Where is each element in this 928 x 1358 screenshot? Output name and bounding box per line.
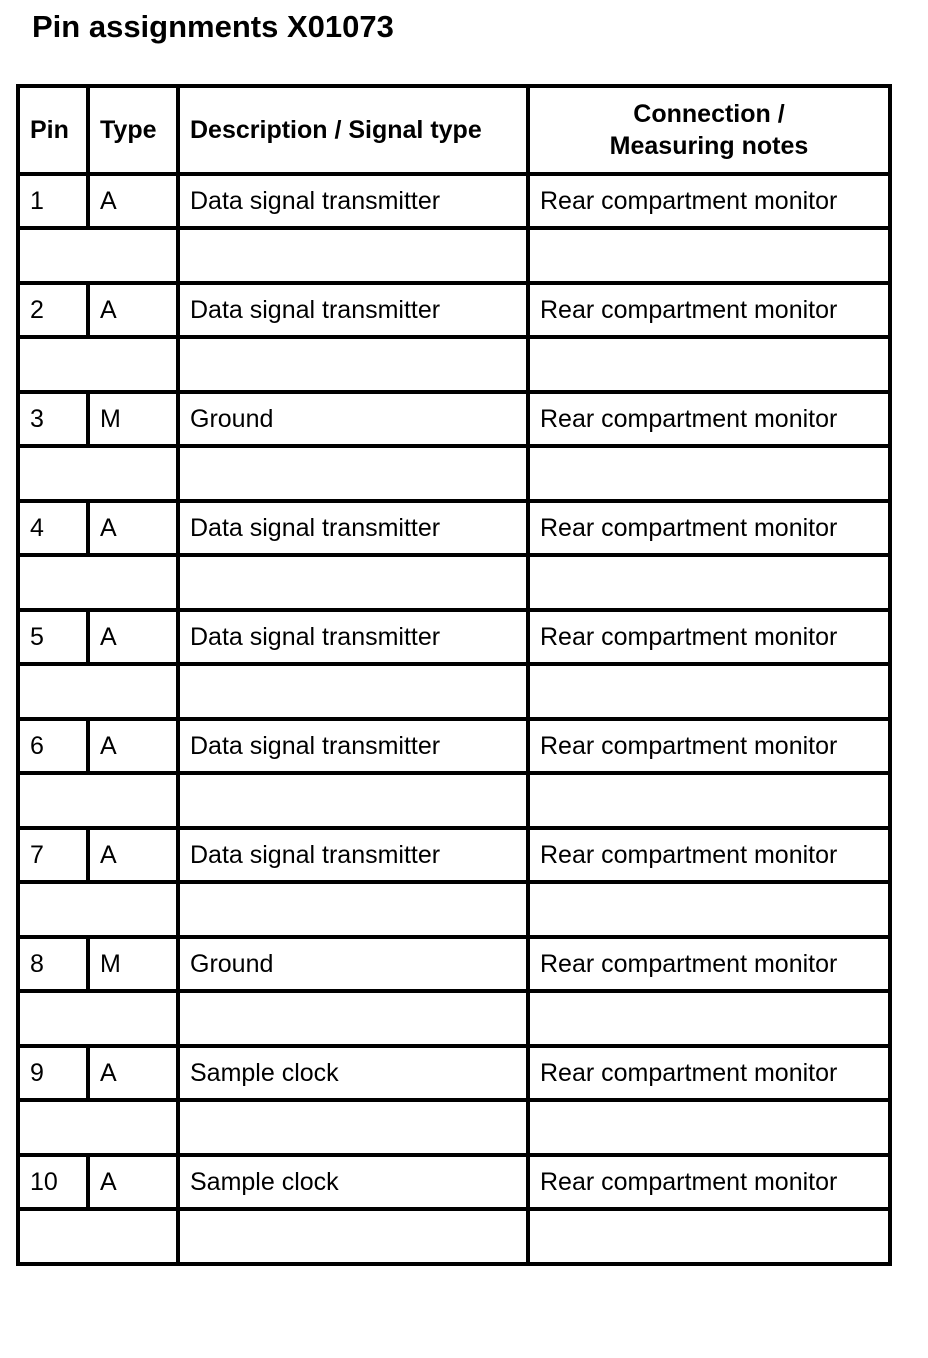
table-row: [18, 937, 890, 991]
table-spacer-row: [18, 1100, 890, 1155]
spacer-cell: [528, 1209, 890, 1264]
cell-type: M: [88, 392, 178, 446]
cell-pin: 6: [18, 719, 88, 773]
spacer-cell: [18, 446, 178, 501]
spacer-cell: [18, 228, 178, 283]
table-spacer-row: [18, 337, 890, 392]
cell-description: Ground: [178, 392, 528, 446]
table-spacer-row: [18, 882, 890, 937]
spacer-cell: [18, 664, 178, 719]
cell-connection: Rear compartment monitor: [528, 174, 890, 228]
table-row: [18, 392, 890, 446]
cell-description: Data signal transmitter: [178, 283, 528, 337]
header-connection-line1: Connection /: [633, 100, 785, 128]
cell-type: A: [88, 1155, 178, 1209]
cell-description: Sample clock: [178, 1155, 528, 1209]
table-row: [18, 283, 890, 337]
cell-type: A: [88, 283, 178, 337]
cell-connection: Rear compartment monitor: [528, 828, 890, 882]
table-row: [18, 828, 890, 882]
cell-connection: Rear compartment monitor: [528, 937, 890, 991]
cell-pin: 1: [18, 174, 88, 228]
spacer-cell: [528, 1100, 890, 1155]
table-row: [18, 610, 890, 664]
header-pin: Pin: [18, 86, 88, 174]
spacer-cell: [178, 664, 528, 719]
spacer-cell: [528, 773, 890, 828]
cell-connection: Rear compartment monitor: [528, 610, 890, 664]
cell-connection: Rear compartment monitor: [528, 1155, 890, 1209]
cell-pin: 2: [18, 283, 88, 337]
spacer-cell: [178, 882, 528, 937]
cell-type: M: [88, 937, 178, 991]
table-spacer-row: [18, 228, 890, 283]
cell-pin: 10: [18, 1155, 88, 1209]
table-spacer-row: [18, 555, 890, 610]
cell-pin: 8: [18, 937, 88, 991]
table-row: [18, 719, 890, 773]
cell-pin: 7: [18, 828, 88, 882]
cell-pin: 9: [18, 1046, 88, 1100]
pin-assignment-table: [16, 84, 892, 1266]
cell-connection: Rear compartment monitor: [528, 1046, 890, 1100]
table-row: [18, 1046, 890, 1100]
spacer-cell: [528, 228, 890, 283]
spacer-cell: [528, 446, 890, 501]
cell-type: A: [88, 719, 178, 773]
page-title: Pin assignments X01073: [32, 9, 394, 44]
table-row: [18, 501, 890, 555]
cell-connection: Rear compartment monitor: [528, 283, 890, 337]
header-connection: [528, 86, 890, 174]
spacer-cell: [528, 664, 890, 719]
cell-type: A: [88, 174, 178, 228]
spacer-cell: [528, 555, 890, 610]
spacer-cell: [178, 555, 528, 610]
cell-description: Data signal transmitter: [178, 828, 528, 882]
cell-pin: 5: [18, 610, 88, 664]
spacer-cell: [178, 446, 528, 501]
cell-type: A: [88, 1046, 178, 1100]
spacer-cell: [18, 555, 178, 610]
cell-type: A: [88, 501, 178, 555]
spacer-cell: [18, 337, 178, 392]
spacer-cell: [178, 991, 528, 1046]
cell-type: A: [88, 828, 178, 882]
spacer-cell: [528, 337, 890, 392]
spacer-cell: [18, 882, 178, 937]
cell-connection: Rear compartment monitor: [528, 392, 890, 446]
spacer-cell: [528, 882, 890, 937]
header-description: Description / Signal type: [178, 86, 528, 174]
cell-connection: Rear compartment monitor: [528, 501, 890, 555]
spacer-cell: [18, 1209, 178, 1264]
spacer-cell: [18, 1100, 178, 1155]
spacer-cell: [178, 1100, 528, 1155]
table-spacer-row: [18, 664, 890, 719]
cell-description: Data signal transmitter: [178, 610, 528, 664]
spacer-cell: [18, 773, 178, 828]
table-header-row: [18, 86, 890, 174]
cell-pin: 3: [18, 392, 88, 446]
cell-connection: Rear compartment monitor: [528, 719, 890, 773]
table-spacer-row: [18, 1209, 890, 1264]
table-spacer-row: [18, 773, 890, 828]
cell-description: Data signal transmitter: [178, 719, 528, 773]
cell-description: Sample clock: [178, 1046, 528, 1100]
cell-type: A: [88, 610, 178, 664]
cell-description: Data signal transmitter: [178, 174, 528, 228]
header-type: Type: [88, 86, 178, 174]
spacer-cell: [178, 1209, 528, 1264]
cell-description: Ground: [178, 937, 528, 991]
table-row: [18, 174, 890, 228]
spacer-cell: [528, 991, 890, 1046]
spacer-cell: [178, 773, 528, 828]
spacer-cell: [18, 991, 178, 1046]
spacer-cell: [178, 228, 528, 283]
cell-description: Data signal transmitter: [178, 501, 528, 555]
table-row: [18, 1155, 890, 1209]
table-spacer-row: [18, 991, 890, 1046]
table-spacer-row: [18, 446, 890, 501]
header-connection-line2: Measuring notes: [609, 132, 809, 160]
spacer-cell: [178, 337, 528, 392]
cell-pin: 4: [18, 501, 88, 555]
